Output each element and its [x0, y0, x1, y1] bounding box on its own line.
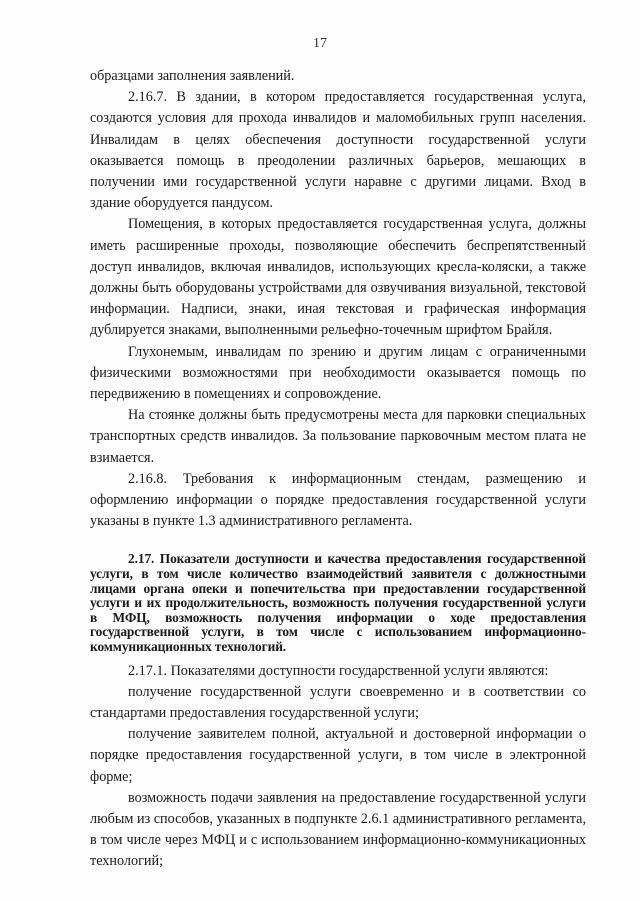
- paragraph-2-16-7: 2.16.7. В здании, в котором предоставляется государственная услуга, создаются условия для прохода инвалидов и маломобильных групп населения. Инвалидам в целях обеспечения доступности государственной услуги оказывается помощь в преодолении различных барьеров, мешающих в получении ими государственной услуги наравне с другими лицами. Вход в здание оборудуется пандусом.: [90, 89, 586, 212]
- paragraph-parking: На стоянке должны быть предусмотрены места для парковки специальных транспортных средств инвалидов. За пользование парковочным местом плата не взимается.: [90, 407, 586, 466]
- list-item-complete-information: получение заявителем полной, актуальной и достоверной информации о порядке предоставления государственной услуги, в том числе в электронной форме;: [90, 726, 586, 785]
- paragraph-continuation: образцами заполнения заявлений.: [90, 68, 295, 84]
- document-body: [90, 66, 586, 873]
- paragraph-2-17-1: 2.17.1. Показателями доступности государственной услуги являются:: [128, 662, 549, 679]
- list-item-application-methods: возможность подачи заявления на предоставление государственной услуги любым из способов, указанных в подпункте 2.6.1 административного регламента, в том числе через МФЦ и с использованием информационно-коммуникационных технологий;: [90, 789, 586, 870]
- list-item-timely-service: получение государственной услуги своевременно и в соответствии со стандартами предоставления государственной услуги;: [90, 683, 586, 722]
- section-heading-2-17: 2.17. Показатели доступности и качества предоставления государственной услуги, в том числе количество взаимодействий заявителя с должностными лицами органа опеки и попечительства при предоставлении государственной услуги и их продолжительность, возможность получения государственной услуги в МФЦ, возможность получения информации о ходе предоставления государственной услуги, в том числе с использованием информационно-коммуникационных технологий.: [90, 551, 586, 655]
- paragraph-2-16-8: 2.16.8. Требования к информационным стендам, размещению и оформлению информации о порядке предоставления государственной услуги указаны в пункте 1.3 административного регламента.: [90, 470, 586, 530]
- paragraph-deaf-blind-assistance: Глухонемым, инвалидам по зрению и другим лицам с ограниченными физическими возможностями при необходимости оказывается помощь по передвижению в помещениях и сопровождение.: [90, 343, 586, 403]
- page-number: 17: [313, 36, 327, 51]
- paragraph-premises: Помещения, в которых предоставляется государственная услуга, должны иметь расширенные проходы, позволяющие обеспечить беспрепятственный доступ инвалидов, включая инвалидов, использующих кресла-коляски, а также должны быть оборудованы устройствами для озвучивания визуальной, текстовой информации. Надписи, знаки, иная текстовая и графическая информация дублируется знаками, выполненными рельефно-точечным шрифтом Брайля.: [90, 216, 586, 339]
